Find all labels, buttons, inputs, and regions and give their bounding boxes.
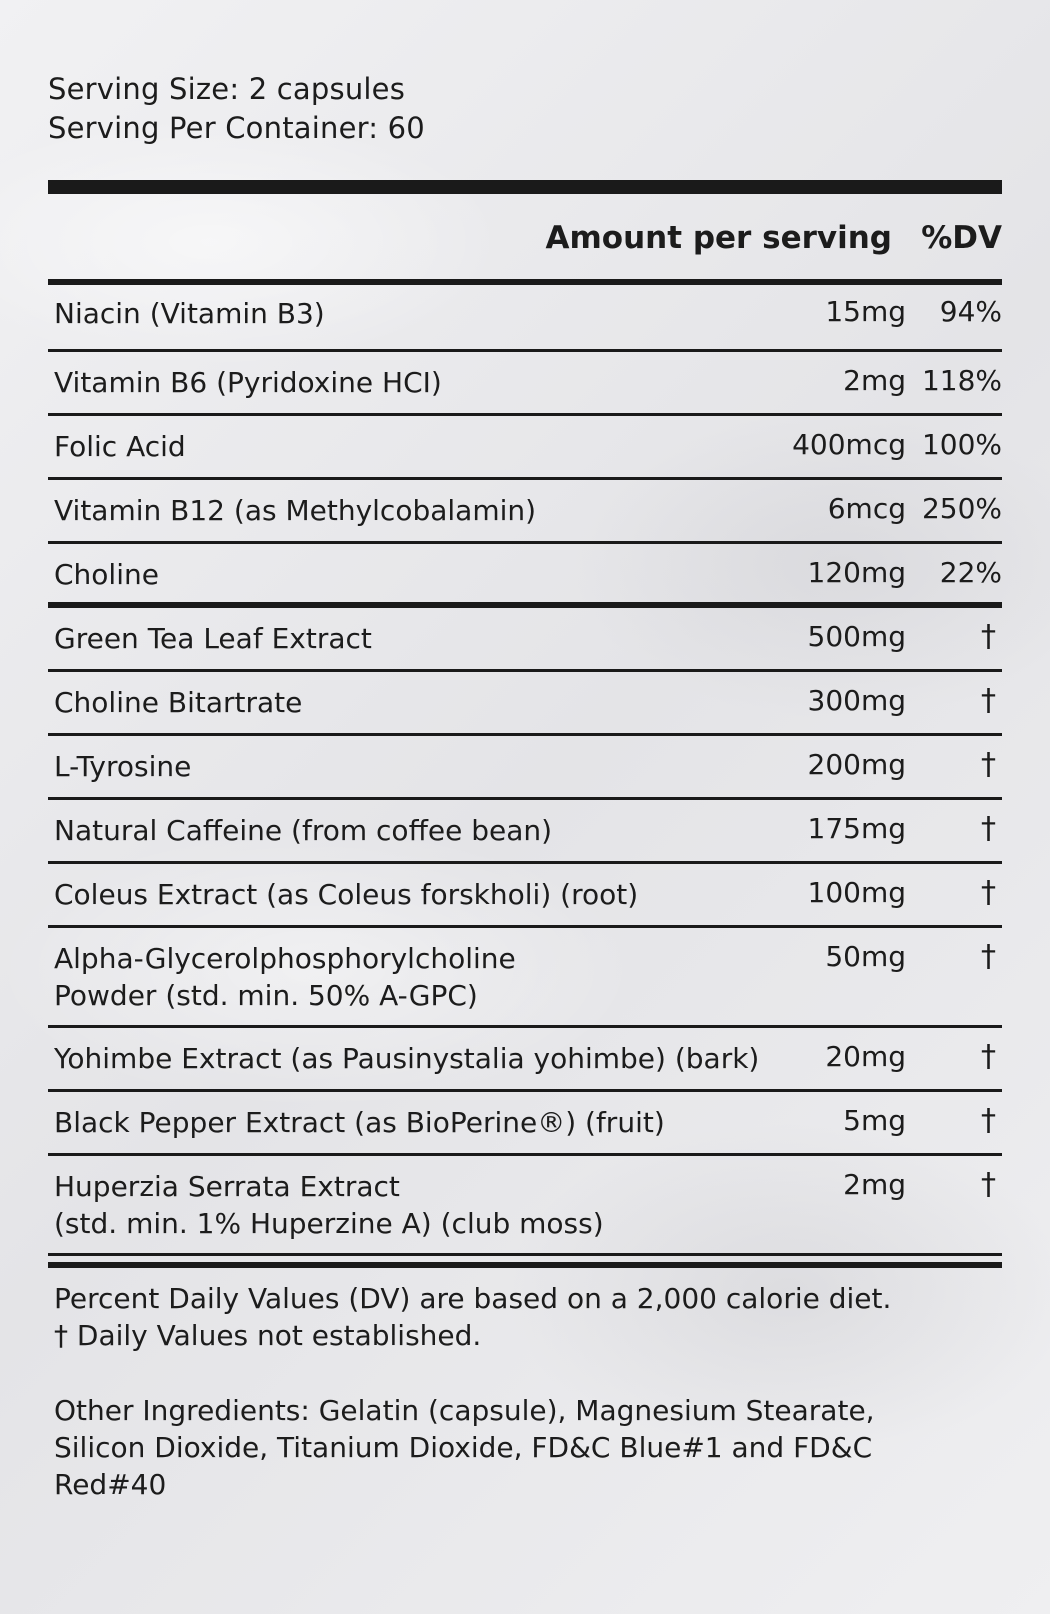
table-row: [48, 608, 1002, 672]
supplement-facts-table: [48, 283, 1002, 1256]
ingredient-amount: 175mg: [807, 812, 906, 845]
table-row: [48, 480, 1002, 544]
ingredient-amount: 120mg: [807, 556, 906, 589]
ingredient-amount: 2mg: [843, 1168, 906, 1201]
ingredient-amount: 500mg: [807, 620, 906, 653]
serving-size: Serving Size: 2 capsules: [48, 72, 406, 106]
table-row: [48, 1028, 1002, 1092]
amount-per-serving-heading: Amount per serving: [545, 220, 892, 256]
other-ingredients-line-3: Red#40: [54, 1468, 167, 1501]
table-row: [48, 1092, 1002, 1156]
ingredient-daily-value: †: [981, 939, 996, 974]
top-divider-bar: [48, 180, 1002, 194]
table-row: [48, 1156, 1002, 1256]
serving-info: [48, 70, 425, 148]
ingredient-amount: 400mcg: [792, 428, 906, 461]
ingredient-name: [54, 1168, 604, 1242]
other-ingredients-line-1: Other Ingredients: Gelatin (capsule), Magnesium Stearate,: [54, 1394, 875, 1427]
table-row: [48, 672, 1002, 736]
ingredient-daily-value: †: [981, 619, 996, 654]
bottom-divider-bar: [48, 1262, 1002, 1268]
ingredient-name: [54, 748, 191, 785]
daily-value-heading: %DV: [921, 220, 1002, 256]
ingredient-daily-value: †: [981, 747, 996, 782]
ingredient-daily-value: 118%: [921, 364, 1002, 397]
ingredient-daily-value: †: [981, 1039, 996, 1074]
ingredient-name-line: (std. min. 1% Huperzine A) (club moss): [54, 1207, 604, 1240]
ingredient-name-line: Black Pepper Extract (as BioPerine®) (fruit): [54, 1106, 665, 1139]
ingredient-name-line: Choline: [54, 558, 159, 591]
ingredient-name: [54, 620, 372, 657]
ingredient-name: [54, 1104, 665, 1141]
table-row: [48, 928, 1002, 1028]
ingredient-name-line: Powder (std. min. 50% A-GPC): [54, 979, 478, 1012]
ingredient-daily-value: †: [981, 1103, 996, 1138]
footnote-line-1: Percent Daily Values (DV) are based on a 2,000 calorie diet.: [54, 1282, 892, 1315]
ingredient-amount: 300mg: [807, 684, 906, 717]
ingredient-name-line: Natural Caffeine (from coffee bean): [54, 814, 553, 847]
ingredient-amount: 50mg: [825, 940, 906, 973]
ingredient-amount: 20mg: [825, 1040, 906, 1073]
ingredient-name-line: Coleus Extract (as Coleus forskholi) (root): [54, 878, 639, 911]
ingredient-amount: 100mg: [807, 876, 906, 909]
ingredient-daily-value: 94%: [939, 295, 1002, 328]
ingredient-amount: 200mg: [807, 748, 906, 781]
ingredient-name-line: Alpha-Glycerolphosphorylcholine: [54, 942, 516, 975]
ingredient-name: [54, 428, 186, 465]
ingredient-daily-value: 100%: [921, 428, 1002, 461]
table-row: [48, 352, 1002, 416]
ingredient-amount: 2mg: [843, 364, 906, 397]
ingredient-name-line: Vitamin B12 (as Methylcobalamin): [54, 494, 537, 527]
servings-per-container: Serving Per Container: 60: [48, 111, 425, 145]
other-ingredients-line-2: Silicon Dioxide, Titanium Dioxide, FD&C Blue#1 and FD&C: [54, 1431, 873, 1464]
ingredient-name-line: Green Tea Leaf Extract: [54, 622, 372, 655]
ingredient-name: [54, 876, 638, 913]
ingredient-name: [54, 556, 159, 593]
table-row: [48, 544, 1002, 608]
ingredient-name-line: L-Tyrosine: [54, 750, 192, 783]
ingredient-name: [54, 812, 552, 849]
ingredient-amount: 5mg: [843, 1104, 906, 1137]
footnote-line-2: † Daily Values not established.: [54, 1319, 482, 1352]
ingredient-daily-value: 250%: [921, 492, 1002, 525]
ingredient-name: [54, 940, 516, 1014]
ingredient-name: [54, 492, 536, 529]
table-row: [48, 864, 1002, 928]
daily-value-footnote: [54, 1280, 891, 1354]
ingredient-amount: 15mg: [825, 295, 906, 328]
ingredient-daily-value: †: [981, 875, 996, 910]
ingredient-name-line: Huperzia Serrata Extract: [54, 1170, 400, 1203]
ingredient-name: [54, 684, 302, 721]
table-row: [48, 800, 1002, 864]
ingredient-name: [54, 295, 325, 332]
ingredient-name-line: Folic Acid: [54, 430, 186, 463]
ingredient-name-line: Choline Bitartrate: [54, 686, 303, 719]
ingredient-amount: 6mcg: [827, 492, 906, 525]
ingredient-daily-value: †: [981, 1167, 996, 1202]
ingredient-daily-value: †: [981, 811, 996, 846]
ingredient-name-line: Vitamin B6 (Pyridoxine HCI): [54, 366, 442, 399]
other-ingredients: [54, 1392, 954, 1503]
table-header: [48, 218, 1002, 258]
table-row: [48, 416, 1002, 480]
ingredient-name-line: Yohimbe Extract (as Pausinystalia yohimbe) (bark): [54, 1042, 760, 1075]
ingredient-name-line: Niacin (Vitamin B3): [54, 297, 325, 330]
table-row: [48, 736, 1002, 800]
ingredient-daily-value: 22%: [939, 556, 1002, 589]
ingredient-name: [54, 1040, 759, 1077]
ingredient-daily-value: †: [981, 683, 996, 718]
table-row: [48, 283, 1002, 352]
ingredient-name: [54, 364, 442, 401]
